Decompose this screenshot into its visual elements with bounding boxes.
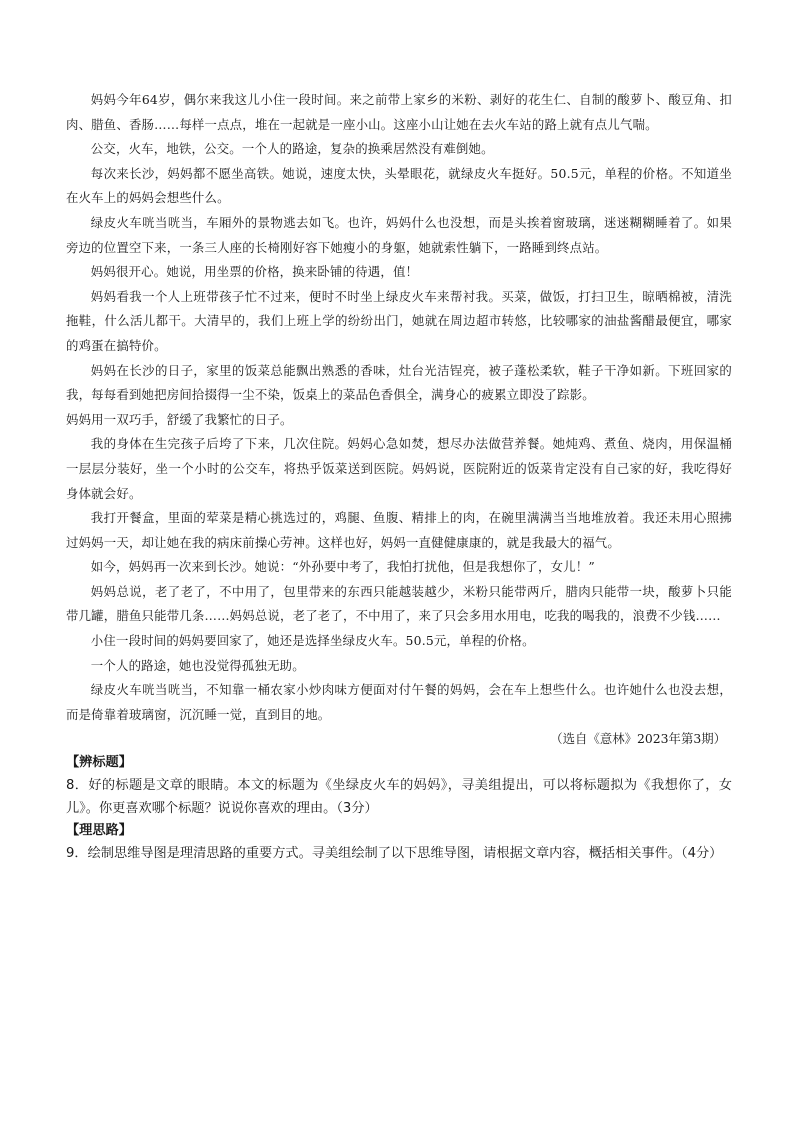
question-9-section-heading: 【理思路】 [66,823,132,839]
question-8-text: 8．好的标题是文章的眼睛。本文的标题为《坐绿皮火车的妈妈》，寻美组提出，可以将标题拟为《我想你了，女儿》。你更喜欢哪个标题？说说你喜欢的理由。（3分） [66,778,732,817]
article-paragraph-15: 绿皮火车咣当咣当，不知靠一桶农家小炒肉味方便面对付午餐的妈妈，会在车上想些什么。也许她什么也没去想，而是倚靠着玻璃窗，沉沉睡一觉，直到目的地。 [66,682,732,722]
article-paragraph-3: 每次来长沙，妈妈都不愿坐高铁。她说，速度太快，头晕眼花，就绿皮火车挺好。50.5元，单程的价格。不知道坐在火车上的妈妈会想些什么。 [66,165,732,206]
article-paragraph-11: 如今，妈妈再一次来到长沙。她说：“外孙要中考了，我怕打扰他，但是我想你了，女儿！” [90,559,595,575]
article-paragraph-9: 我的身体在生完孩子后垮了下来，几次住院。妈妈心急如焚，想尽办法做营养餐。她炖鸡、煮鱼、烧肉，用保温桶一层层分装好，坐一个小时的公交车，将热乎饭菜送到医院。妈妈说，医院附近的饭菜肯定没有自己家的好，我吃得好身体就会好。 [66,436,732,501]
article-paragraph-4: 绿皮火车咣当咣当，车厢外的景物逃去如飞。也许，妈妈什么也没想，而是头挨着窗玻璃，迷迷糊糊睡着了。如果旁边的位置空下来，一条三人座的长椅刚好容下她瘦小的身躯，她就索性躺下，一路睡到终点站。 [66,214,732,255]
article-paragraph-1: 妈妈今年64岁，偶尔来我这儿小住一段时间。来之前带上家乡的米粉、剥好的花生仁、自制的酸萝卜、酸豆角、扣肉、腊鱼、香肠……每样一点点，堆在一起就是一座小山。这座小山让她在去火车站的路上就有点儿气喘。 [66,92,732,132]
question-8-section-heading: 【辨标题】 [66,755,132,771]
article-paragraph-13: 小住一段时间的妈妈要回家了，她还是选择坐绿皮火车。50.5元，单程的价格。 [90,633,535,649]
article-paragraph-10: 我打开餐盒，里面的荤菜是精心挑选过的，鸡腿、鱼腹、精排上的肉，在碗里满满当当地堆放着。我还未用心照拂过妈妈一天，却让她在我的病床前操心劳神。这样也好，妈妈一直健健康康的，就是我最大的福气。 [66,510,732,550]
article-paragraph-12: 妈妈总说，老了老了，不中用了，包里带来的东西只能越装越少，米粉只能带两斤，腊肉只能带一块，酸萝卜只能带几罐，腊鱼只能带几条……妈妈总说，老了老了，不中用了，来了只会多用水用电，吃我的喝我的，浪费不少钱…… [66,583,732,624]
article-paragraph-14: 一个人的路途，她也没觉得孤独无助。 [90,657,305,673]
article-paragraph-5: 妈妈很开心。她说，用坐票的价格，换来卧铺的待遇，值！ [90,264,419,280]
article-source: （选自《意林》2023年第3期） [550,731,726,747]
article-paragraph-7: 妈妈在长沙的日子，家里的饭菜总能飘出熟悉的香味，灶台光洁锃亮，被子蓬松柔软，鞋子干净如新。下班回家的我，每每看到她把房间拾掇得一尘不染，饭桌上的菜品色香俱全，满身心的疲累立即没了踪影。 [66,362,732,403]
article-paragraph-2: 公交，火车，地铁，公交。一个人的路途，复杂的换乘居然没有难倒她。 [90,141,494,157]
article-paragraph-6: 妈妈看我一个人上班带孩子忙不过来，便时不时坐上绿皮火车来帮衬我。买菜，做饭，打扫卫生，晾晒棉被，清洗拖鞋，什么活儿都干。大清早的，我们上班上学的纷纷出门，她就在周边超市转悠，比较哪家的油盐酱醋最便宜，哪家的鸡蛋在搞特价。 [66,288,732,353]
article-paragraph-8: 妈妈用一双巧手，舒缓了我繁忙的日子。 [66,411,293,427]
question-9-text: 9．绘制思维导图是理清思路的重要方式。寻美组绘制了以下思维导图，请根据文章内容，概括相关事件。（4分） [66,846,723,862]
